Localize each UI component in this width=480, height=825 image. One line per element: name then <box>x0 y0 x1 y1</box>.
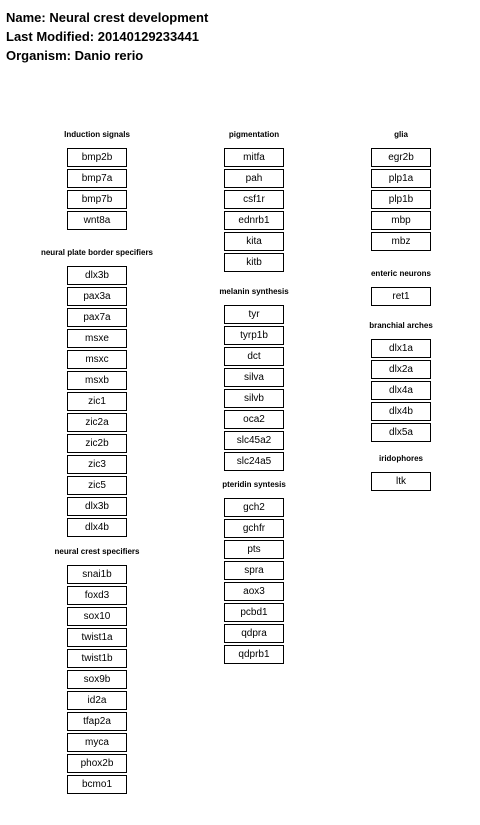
gene-box-csf1r[interactable]: csf1r <box>224 190 284 209</box>
group-label-induction-signals: Induction signals <box>64 130 130 139</box>
gene-box-dlx3b[interactable]: dlx3b <box>67 497 127 516</box>
gene-box-phox2b[interactable]: phox2b <box>67 754 127 773</box>
gene-box-ednrb1[interactable]: ednrb1 <box>224 211 284 230</box>
gene-box-silvb[interactable]: silvb <box>224 389 284 408</box>
gene-box-pah[interactable]: pah <box>224 169 284 188</box>
gene-box-kitb[interactable]: kitb <box>224 253 284 272</box>
gene-box-mbp[interactable]: mbp <box>371 211 431 230</box>
gene-box-msxe[interactable]: msxe <box>67 329 127 348</box>
gene-box-twist1a[interactable]: twist1a <box>67 628 127 647</box>
gene-box-dlx2a[interactable]: dlx2a <box>371 360 431 379</box>
gene-box-zic5[interactable]: zic5 <box>67 476 127 495</box>
gene-box-dlx4b[interactable]: dlx4b <box>371 402 431 421</box>
group-label-iridophores: iridophores <box>378 454 423 463</box>
gene-box-ltk[interactable]: ltk <box>371 472 431 491</box>
gene-box-qdpra[interactable]: qdpra <box>224 624 284 643</box>
gene-box-msxc[interactable]: msxc <box>67 350 127 369</box>
gene-box-plp1b[interactable]: plp1b <box>371 190 431 209</box>
pathway-name: Name: Neural crest development <box>6 10 209 25</box>
group-label-neural-crest-specifiers: neural crest specifiers <box>54 547 140 556</box>
gene-box-plp1a[interactable]: plp1a <box>371 169 431 188</box>
gene-box-slc45a2[interactable]: slc45a2 <box>224 431 284 450</box>
gene-box-sox10[interactable]: sox10 <box>67 607 127 626</box>
gene-box-msxb[interactable]: msxb <box>67 371 127 390</box>
group-label-pteridin-syntesis: pteridin syntesis <box>222 480 286 489</box>
gene-box-gch2[interactable]: gch2 <box>224 498 284 517</box>
gene-box-snai1b[interactable]: snai1b <box>67 565 127 584</box>
gene-box-pax7a[interactable]: pax7a <box>67 308 127 327</box>
gene-box-dlx4a[interactable]: dlx4a <box>371 381 431 400</box>
gene-box-dlx4b[interactable]: dlx4b <box>67 518 127 537</box>
last-modified: Last Modified: 20140129233441 <box>6 29 199 44</box>
gene-box-bcmo1[interactable]: bcmo1 <box>67 775 127 794</box>
group-label-neural-plate-border-specifiers: neural plate border specifiers <box>40 248 154 257</box>
organism: Organism: Danio rerio <box>6 48 144 63</box>
pathway-header <box>6 8 208 65</box>
gene-box-pts[interactable]: pts <box>224 540 284 559</box>
gene-box-ret1[interactable]: ret1 <box>371 287 431 306</box>
gene-box-dlx5a[interactable]: dlx5a <box>371 423 431 442</box>
gene-box-slc24a5[interactable]: slc24a5 <box>224 452 284 471</box>
gene-box-twist1b[interactable]: twist1b <box>67 649 127 668</box>
gene-box-dlx1a[interactable]: dlx1a <box>371 339 431 358</box>
group-label-glia: glia <box>394 130 408 139</box>
gene-box-bmp7a[interactable]: bmp7a <box>67 169 127 188</box>
gene-box-zic2b[interactable]: zic2b <box>67 434 127 453</box>
gene-box-silva[interactable]: silva <box>224 368 284 387</box>
group-label-branchial-arches: branchial arches <box>369 321 433 330</box>
gene-box-pcbd1[interactable]: pcbd1 <box>224 603 284 622</box>
gene-box-egr2b[interactable]: egr2b <box>371 148 431 167</box>
gene-box-qdprb1[interactable]: qdprb1 <box>224 645 284 664</box>
gene-box-tfap2a[interactable]: tfap2a <box>67 712 127 731</box>
gene-box-tyrp1b[interactable]: tyrp1b <box>224 326 284 345</box>
gene-box-mbz[interactable]: mbz <box>371 232 431 251</box>
group-label-pigmentation: pigmentation <box>228 130 280 139</box>
gene-box-dlx3b[interactable]: dlx3b <box>67 266 127 285</box>
gene-box-mitfa[interactable]: mitfa <box>224 148 284 167</box>
gene-box-aox3[interactable]: aox3 <box>224 582 284 601</box>
gene-box-oca2[interactable]: oca2 <box>224 410 284 429</box>
gene-box-spra[interactable]: spra <box>224 561 284 580</box>
gene-box-zic2a[interactable]: zic2a <box>67 413 127 432</box>
gene-box-myca[interactable]: myca <box>67 733 127 752</box>
group-label-melanin-synthesis: melanin synthesis <box>219 287 289 296</box>
gene-box-gchfr[interactable]: gchfr <box>224 519 284 538</box>
gene-box-kita[interactable]: kita <box>224 232 284 251</box>
gene-box-tyr[interactable]: tyr <box>224 305 284 324</box>
gene-box-zic3[interactable]: zic3 <box>67 455 127 474</box>
gene-box-wnt8a[interactable]: wnt8a <box>67 211 127 230</box>
gene-box-foxd3[interactable]: foxd3 <box>67 586 127 605</box>
gene-box-id2a[interactable]: id2a <box>67 691 127 710</box>
gene-box-dct[interactable]: dct <box>224 347 284 366</box>
gene-box-bmp7b[interactable]: bmp7b <box>67 190 127 209</box>
gene-box-sox9b[interactable]: sox9b <box>67 670 127 689</box>
gene-box-pax3a[interactable]: pax3a <box>67 287 127 306</box>
gene-box-zic1[interactable]: zic1 <box>67 392 127 411</box>
gene-box-bmp2b[interactable]: bmp2b <box>67 148 127 167</box>
group-label-enteric-neurons: enteric neurons <box>370 269 431 278</box>
